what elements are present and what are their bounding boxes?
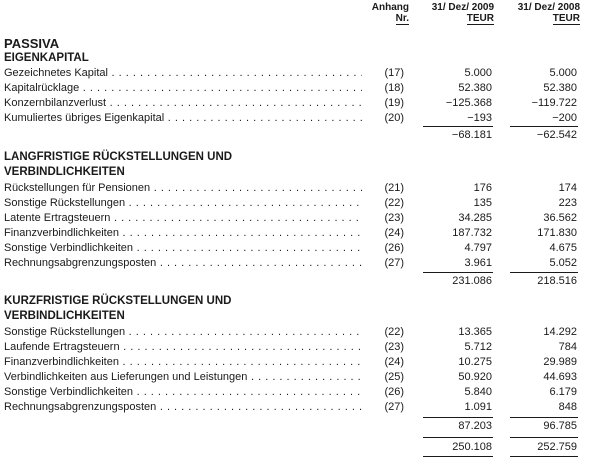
row-note: (23) (384, 341, 404, 353)
value-2008: 52.380 (543, 82, 577, 94)
grand-total-bottom-rule (423, 456, 493, 457)
col-2008-unit: TEUR (552, 13, 580, 24)
row-note: (26) (384, 242, 404, 254)
value-2009: 176 (473, 182, 492, 194)
value-2008: 784 (558, 341, 577, 353)
table-row (0, 241, 589, 256)
table-row (0, 96, 589, 111)
value-2009: 50.920 (458, 371, 492, 383)
table-row (0, 325, 589, 340)
row-note: (19) (384, 97, 404, 109)
col-2009-header (414, 2, 494, 25)
subtotal-2008: −62.542 (536, 129, 577, 141)
value-2009: 34.285 (458, 212, 492, 224)
value-2008: −200 (552, 112, 577, 124)
subtotal-2008: 218.516 (537, 275, 577, 287)
subtotal-row (0, 128, 589, 143)
row-note: (18) (384, 82, 404, 94)
value-2008: 171.830 (537, 227, 577, 239)
value-2008: 14.292 (543, 326, 577, 338)
table-row (0, 355, 589, 370)
subtotal-row (0, 419, 589, 434)
value-2008: 5.000 (549, 67, 577, 79)
grand-total-rule (423, 437, 493, 438)
row-note: (21) (384, 182, 404, 194)
value-2009: 52.380 (458, 82, 492, 94)
row-note: (20) (384, 112, 404, 124)
value-2009: 5.840 (464, 386, 492, 398)
section-heading-langfristig: LANGFRISTIGE RÜCKSTELLUNGEN UND (4, 151, 233, 163)
table-row (0, 181, 589, 196)
row-note: (22) (384, 326, 404, 338)
table-row (0, 370, 589, 385)
value-2008: −119.722 (531, 97, 577, 109)
page-title: PASSIVA (4, 36, 60, 51)
grand-total-row (0, 440, 589, 455)
section-heading-kurzfristig-line2: VERBINDLICHKEITEN (4, 310, 125, 322)
value-2008: 4.675 (549, 242, 577, 254)
value-2009: 4.797 (464, 242, 492, 254)
table-row (0, 226, 589, 241)
value-2009: 135 (473, 197, 492, 209)
row-note: (26) (384, 386, 404, 398)
section-heading-langfristig-line2: VERBINDLICHKEITEN (4, 166, 125, 178)
value-2008: 848 (558, 401, 577, 413)
subtotal-rule (423, 126, 493, 127)
value-2009: 187.732 (452, 227, 492, 239)
anhang-label: Anhang (371, 2, 409, 13)
row-label: Kumuliertes übriges Eigenkapital . . . (4, 111, 362, 126)
row-note: (22) (384, 197, 404, 209)
subtotal-row (0, 274, 589, 289)
grand-total-rule (510, 437, 578, 438)
value-2009: 1.091 (464, 401, 492, 413)
row-label: Verbindlichkeiten aus Lieferungen und Leistungen . . . (4, 370, 362, 385)
grand-total-2008: 252.759 (537, 441, 577, 453)
row-note: (24) (384, 356, 404, 368)
grand-total-2009: 250.108 (452, 441, 492, 453)
value-2008: 174 (558, 182, 577, 194)
row-label: Sonstige Rückstellungen . . . (4, 325, 362, 340)
value-2008: 5.052 (549, 257, 577, 269)
row-label: Kapitalrücklage . . . (4, 81, 362, 96)
table-row (0, 111, 589, 126)
row-label: Rechnungsabgrenzungsposten . . . (4, 256, 362, 271)
row-label: Rückstellungen für Pensionen . . . (4, 181, 362, 196)
value-2009: −193 (467, 112, 492, 124)
subtotal-rule (510, 272, 578, 273)
table-row (0, 81, 589, 96)
row-label: Konzernbilanzverlust . . . (4, 96, 362, 111)
col-2008-date: 31/ Dez/ 2008 (517, 2, 580, 13)
table-row (0, 385, 589, 400)
row-label: Laufende Ertragsteuern . . . (4, 340, 362, 355)
subtotal-rule (423, 417, 493, 418)
value-2008: 6.179 (549, 386, 577, 398)
subtotal-rule (510, 126, 578, 127)
col-2009-unit: TEUR (466, 13, 494, 24)
table-row (0, 340, 589, 355)
value-2009: 13.365 (458, 326, 492, 338)
value-2008: 44.693 (543, 371, 577, 383)
col-2008-header (500, 2, 580, 25)
value-2009: 5.712 (464, 341, 492, 353)
value-2009: 10.275 (458, 356, 492, 368)
row-label: Sonstige Verbindlichkeiten . . . (4, 385, 362, 400)
table-row (0, 66, 589, 81)
table-row (0, 400, 589, 415)
row-label: Finanzverbindlichkeiten . . . (4, 226, 362, 241)
value-2009: 3.961 (464, 257, 492, 269)
value-2008: 223 (558, 197, 577, 209)
table-row (0, 211, 589, 226)
section-heading-kurzfristig: KURZFRISTIGE RÜCKSTELLUNGEN UND (4, 295, 232, 307)
subtotal-2009: −68.181 (451, 129, 492, 141)
row-note: (27) (384, 257, 404, 269)
row-label: Gezeichnetes Kapital . . . (4, 66, 362, 81)
value-2009: 5.000 (464, 67, 492, 79)
subtotal-2009: 231.086 (452, 275, 492, 287)
subtotal-rule (423, 272, 493, 273)
section-heading-eigenkapital: EIGENKAPITAL (4, 52, 89, 64)
row-note: (17) (384, 67, 404, 79)
row-label: Sonstige Rückstellungen . . . (4, 196, 362, 211)
table-row (0, 256, 589, 271)
value-2009: −125.368 (445, 97, 492, 109)
row-note: (23) (384, 212, 404, 224)
col-2009-date: 31/ Dez/ 2009 (431, 2, 494, 13)
row-note: (25) (384, 371, 404, 383)
value-2008: 29.989 (543, 356, 577, 368)
row-label: Rechnungsabgrenzungsposten . . . (4, 400, 362, 415)
subtotal-rule (510, 417, 578, 418)
grand-total-bottom-rule (510, 456, 578, 457)
row-label: Sonstige Verbindlichkeiten . . . (4, 241, 362, 256)
note-column-header (349, 2, 409, 25)
row-note: (27) (384, 401, 404, 413)
subtotal-2008: 96.785 (543, 420, 577, 432)
subtotal-2009: 87.203 (458, 420, 492, 432)
table-row (0, 196, 589, 211)
row-label: Finanzverbindlichkeiten . . . (4, 355, 362, 370)
row-note: (24) (384, 227, 404, 239)
row-label: Latente Ertragsteuern . . . (4, 211, 362, 226)
nr-label: Nr. (395, 13, 409, 24)
value-2008: 36.562 (543, 212, 577, 224)
